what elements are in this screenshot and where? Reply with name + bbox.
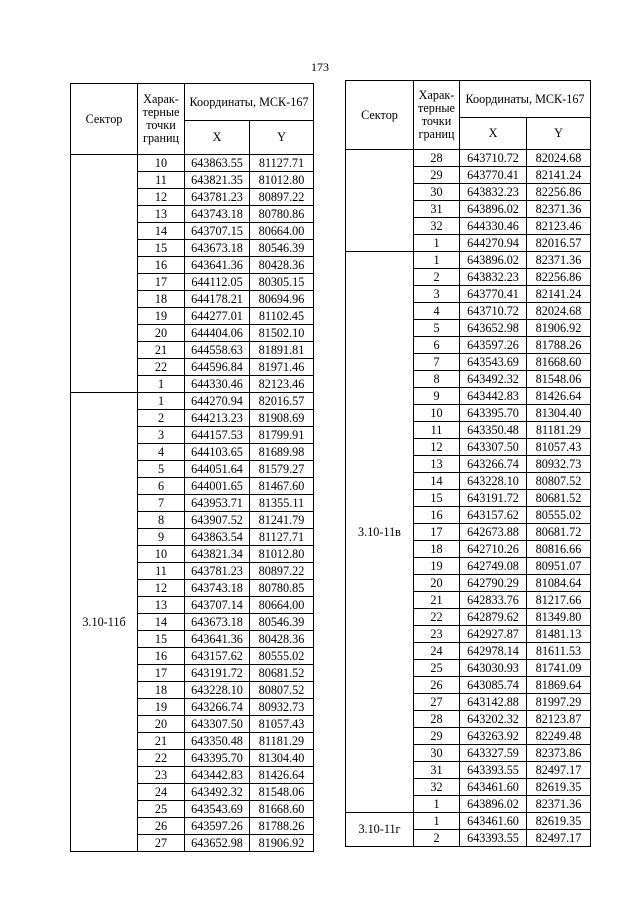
y-cell: 80664.00 (250, 597, 314, 614)
y-cell: 81241.79 (250, 512, 314, 529)
y-cell: 80780.85 (250, 580, 314, 597)
point-cell: 17 (138, 665, 185, 682)
point-cell: 1 (414, 235, 460, 252)
point-cell: 18 (138, 682, 185, 699)
x-cell: 643461.60 (460, 813, 527, 830)
x-cell: 642790.29 (460, 575, 527, 592)
x-cell: 643652.98 (185, 835, 250, 852)
x-cell: 643442.83 (185, 767, 250, 784)
point-cell: 7 (138, 495, 185, 512)
point-cell: 28 (414, 711, 460, 728)
point-cell: 32 (414, 779, 460, 796)
x-cell: 643673.18 (185, 240, 250, 257)
x-cell: 643896.02 (460, 796, 527, 813)
point-cell: 20 (414, 575, 460, 592)
y-cell: 82371.36 (527, 796, 591, 813)
table-row (346, 813, 591, 830)
point-cell: 19 (138, 308, 185, 325)
x-cell: 643896.02 (460, 201, 527, 218)
point-cell: 5 (414, 320, 460, 337)
table-row (71, 155, 314, 172)
x-cell: 644330.46 (185, 376, 250, 393)
y-cell: 81181.29 (527, 422, 591, 439)
x-cell: 643781.23 (185, 189, 250, 206)
y-cell: 81102.45 (250, 308, 314, 325)
point-cell: 26 (414, 677, 460, 694)
x-cell: 643543.69 (460, 354, 527, 371)
point-cell: 27 (138, 835, 185, 852)
y-cell: 82497.17 (527, 830, 591, 847)
x-cell: 643461.60 (460, 779, 527, 796)
x-cell: 643710.72 (460, 303, 527, 320)
point-cell: 31 (414, 762, 460, 779)
y-cell: 81788.26 (250, 818, 314, 835)
point-cell: 15 (138, 631, 185, 648)
y-cell: 81012.80 (250, 172, 314, 189)
y-cell: 80951.07 (527, 558, 591, 575)
x-cell: 642978.14 (460, 643, 527, 660)
coordinates-table-right (345, 80, 591, 847)
x-cell: 644404.06 (185, 325, 250, 342)
y-cell: 81579.27 (250, 461, 314, 478)
point-cell: 26 (138, 818, 185, 835)
x-cell: 643652.98 (460, 320, 527, 337)
x-cell: 643442.83 (460, 388, 527, 405)
y-cell: 81426.64 (527, 388, 591, 405)
x-cell: 644213.23 (185, 410, 250, 427)
x-cell: 643641.36 (185, 257, 250, 274)
x-cell: 642710.26 (460, 541, 527, 558)
x-cell: 643597.26 (185, 818, 250, 835)
x-cell: 644277.01 (185, 308, 250, 325)
header-point: Харак-терные точки границ (414, 81, 460, 150)
y-cell: 81304.40 (527, 405, 591, 422)
y-cell: 81548.06 (527, 371, 591, 388)
sector-cell (71, 155, 138, 393)
y-cell: 82619.35 (527, 813, 591, 830)
y-cell: 80807.52 (527, 473, 591, 490)
y-cell: 82619.35 (527, 779, 591, 796)
point-cell: 18 (138, 291, 185, 308)
x-cell: 643202.32 (460, 711, 527, 728)
x-cell: 643395.70 (185, 750, 250, 767)
x-cell: 643743.18 (185, 580, 250, 597)
x-cell: 644330.46 (460, 218, 527, 235)
y-cell: 81012.80 (250, 546, 314, 563)
x-cell: 643673.18 (185, 614, 250, 631)
table-row (346, 150, 591, 167)
point-cell: 3 (138, 427, 185, 444)
y-cell: 82123.46 (527, 218, 591, 235)
y-cell: 80664.00 (250, 223, 314, 240)
x-cell: 643157.62 (460, 507, 527, 524)
x-cell: 643743.18 (185, 206, 250, 223)
point-cell: 21 (138, 342, 185, 359)
point-cell: 17 (414, 524, 460, 541)
x-cell: 643492.32 (185, 784, 250, 801)
page-number: 173 (311, 60, 329, 74)
point-cell: 11 (138, 563, 185, 580)
y-cell: 82256.86 (527, 269, 591, 286)
point-cell: 20 (138, 325, 185, 342)
x-cell: 643327.59 (460, 745, 527, 762)
y-cell: 80816.66 (527, 541, 591, 558)
x-cell: 642879.62 (460, 609, 527, 626)
point-cell: 10 (138, 155, 185, 172)
x-cell: 643543.69 (185, 801, 250, 818)
point-cell: 9 (138, 529, 185, 546)
y-cell: 81057.43 (250, 716, 314, 733)
y-cell: 82373.86 (527, 745, 591, 762)
y-cell: 81869.64 (527, 677, 591, 694)
y-cell: 80897.22 (250, 563, 314, 580)
point-cell: 25 (138, 801, 185, 818)
x-cell: 643228.10 (185, 682, 250, 699)
point-cell: 14 (138, 614, 185, 631)
x-cell: 644103.65 (185, 444, 250, 461)
point-cell: 11 (414, 422, 460, 439)
y-cell: 81426.64 (250, 767, 314, 784)
x-cell: 644112.05 (185, 274, 250, 291)
point-cell: 1 (138, 376, 185, 393)
x-cell: 643266.74 (185, 699, 250, 716)
y-cell: 81788.26 (527, 337, 591, 354)
y-cell: 81971.46 (250, 359, 314, 376)
y-cell: 82256.86 (527, 184, 591, 201)
y-cell: 82123.46 (250, 376, 314, 393)
y-cell: 80305.15 (250, 274, 314, 291)
point-cell: 20 (138, 716, 185, 733)
point-cell: 1 (414, 813, 460, 830)
x-cell: 643263.92 (460, 728, 527, 745)
x-cell: 643350.48 (185, 733, 250, 750)
x-cell: 643085.74 (460, 677, 527, 694)
x-cell: 643821.34 (185, 546, 250, 563)
y-cell: 80780.86 (250, 206, 314, 223)
y-cell: 81906.92 (250, 835, 314, 852)
x-cell: 644270.94 (185, 393, 250, 410)
point-cell: 13 (138, 206, 185, 223)
header-x: X (460, 118, 527, 150)
y-cell: 82016.57 (250, 393, 314, 410)
point-cell: 16 (138, 648, 185, 665)
y-cell: 82016.57 (527, 235, 591, 252)
x-cell: 643821.35 (185, 172, 250, 189)
y-cell: 82497.17 (527, 762, 591, 779)
x-cell: 643896.02 (460, 252, 527, 269)
x-cell: 642749.08 (460, 558, 527, 575)
point-cell: 24 (138, 784, 185, 801)
point-cell: 18 (414, 541, 460, 558)
point-cell: 30 (414, 745, 460, 762)
point-cell: 10 (414, 405, 460, 422)
y-cell: 81908.69 (250, 410, 314, 427)
point-cell: 22 (138, 359, 185, 376)
y-cell: 81741.09 (527, 660, 591, 677)
x-cell: 643832.23 (460, 269, 527, 286)
y-cell: 80555.02 (250, 648, 314, 665)
x-cell: 643395.70 (460, 405, 527, 422)
point-cell: 17 (138, 274, 185, 291)
x-cell: 643307.50 (460, 439, 527, 456)
point-cell: 7 (414, 354, 460, 371)
point-cell: 23 (138, 767, 185, 784)
point-cell: 5 (138, 461, 185, 478)
x-cell: 643907.52 (185, 512, 250, 529)
y-cell: 82371.36 (527, 201, 591, 218)
point-cell: 3 (414, 286, 460, 303)
point-cell: 8 (414, 371, 460, 388)
point-cell: 6 (414, 337, 460, 354)
point-cell: 1 (138, 393, 185, 410)
y-cell: 80681.52 (250, 665, 314, 682)
x-cell: 643228.10 (460, 473, 527, 490)
y-cell: 80546.39 (250, 614, 314, 631)
point-cell: 12 (414, 439, 460, 456)
y-cell: 81548.06 (250, 784, 314, 801)
header-point: Харак-терные точки границ (138, 84, 185, 155)
x-cell: 644558.63 (185, 342, 250, 359)
point-cell: 22 (414, 609, 460, 626)
x-cell: 642833.76 (460, 592, 527, 609)
y-cell: 82123.87 (527, 711, 591, 728)
x-cell: 643266.74 (460, 456, 527, 473)
x-cell: 643770.41 (460, 167, 527, 184)
point-cell: 1 (414, 796, 460, 813)
y-cell: 81997.29 (527, 694, 591, 711)
y-cell: 80932.73 (250, 699, 314, 716)
y-cell: 81057.43 (527, 439, 591, 456)
y-cell: 80546.39 (250, 240, 314, 257)
y-cell: 80428.36 (250, 631, 314, 648)
y-cell: 82024.68 (527, 303, 591, 320)
point-cell: 13 (414, 456, 460, 473)
x-cell: 643597.26 (460, 337, 527, 354)
header-coords: Координаты, МСК-167 (460, 81, 591, 118)
x-cell: 642673.88 (460, 524, 527, 541)
point-cell: 12 (138, 580, 185, 597)
y-cell: 80897.22 (250, 189, 314, 206)
point-cell: 14 (414, 473, 460, 490)
point-cell: 16 (414, 507, 460, 524)
y-cell: 81799.91 (250, 427, 314, 444)
y-cell: 80681.72 (527, 524, 591, 541)
point-cell: 29 (414, 728, 460, 745)
x-cell: 643492.32 (460, 371, 527, 388)
x-cell: 643770.41 (460, 286, 527, 303)
x-cell: 644157.53 (185, 427, 250, 444)
point-cell: 19 (414, 558, 460, 575)
y-cell: 81481.13 (527, 626, 591, 643)
header-x: X (185, 121, 250, 155)
point-cell: 29 (414, 167, 460, 184)
y-cell: 80681.52 (527, 490, 591, 507)
point-cell: 15 (414, 490, 460, 507)
y-cell: 81127.71 (250, 529, 314, 546)
x-cell: 642927.87 (460, 626, 527, 643)
point-cell: 21 (138, 733, 185, 750)
point-cell: 2 (414, 269, 460, 286)
y-cell: 82249.48 (527, 728, 591, 745)
y-cell: 81467.60 (250, 478, 314, 495)
point-cell: 2 (138, 410, 185, 427)
y-cell: 81304.40 (250, 750, 314, 767)
point-cell: 6 (138, 478, 185, 495)
header-sector: Сектор (346, 81, 414, 150)
y-cell: 80428.36 (250, 257, 314, 274)
point-cell: 4 (414, 303, 460, 320)
y-cell: 81668.60 (527, 354, 591, 371)
y-cell: 81668.60 (250, 801, 314, 818)
x-cell: 643641.36 (185, 631, 250, 648)
point-cell: 15 (138, 240, 185, 257)
x-cell: 644270.94 (460, 235, 527, 252)
point-cell: 1 (414, 252, 460, 269)
header-coords: Координаты, МСК-167 (185, 84, 314, 121)
x-cell: 643350.48 (460, 422, 527, 439)
sector-cell: 3.10-11б (71, 393, 138, 852)
point-cell: 9 (414, 388, 460, 405)
x-cell: 643030.93 (460, 660, 527, 677)
y-cell: 81906.92 (527, 320, 591, 337)
y-cell: 82141.24 (527, 167, 591, 184)
y-cell: 82024.68 (527, 150, 591, 167)
point-cell: 21 (414, 592, 460, 609)
x-cell: 644596.84 (185, 359, 250, 376)
sector-cell (346, 150, 414, 252)
point-cell: 24 (414, 643, 460, 660)
table-row (71, 393, 314, 410)
x-cell: 644051.64 (185, 461, 250, 478)
point-cell: 31 (414, 201, 460, 218)
y-cell: 81611.53 (527, 643, 591, 660)
header-y: Y (250, 121, 314, 155)
point-cell: 11 (138, 172, 185, 189)
table-body-right (346, 150, 591, 847)
x-cell: 643393.55 (460, 762, 527, 779)
x-cell: 643191.72 (460, 490, 527, 507)
y-cell: 81502.10 (250, 325, 314, 342)
x-cell: 643707.14 (185, 597, 250, 614)
x-cell: 643781.23 (185, 563, 250, 580)
y-cell: 80555.02 (527, 507, 591, 524)
x-cell: 643157.62 (185, 648, 250, 665)
point-cell: 13 (138, 597, 185, 614)
point-cell: 8 (138, 512, 185, 529)
table-row (346, 252, 591, 269)
y-cell: 81084.64 (527, 575, 591, 592)
point-cell: 27 (414, 694, 460, 711)
sector-cell: 3.10-11г (346, 813, 414, 847)
y-cell: 81349.80 (527, 609, 591, 626)
x-cell: 643832.23 (460, 184, 527, 201)
point-cell: 19 (138, 699, 185, 716)
header-sector: Сектор (71, 84, 138, 155)
x-cell: 644178.21 (185, 291, 250, 308)
sector-cell: 3.10-11в (346, 252, 414, 813)
point-cell: 16 (138, 257, 185, 274)
point-cell: 22 (138, 750, 185, 767)
y-cell: 81217.66 (527, 592, 591, 609)
x-cell: 643142.88 (460, 694, 527, 711)
y-cell: 81891.81 (250, 342, 314, 359)
x-cell: 643707.15 (185, 223, 250, 240)
x-cell: 643191.72 (185, 665, 250, 682)
x-cell: 644001.65 (185, 478, 250, 495)
x-cell: 643953.71 (185, 495, 250, 512)
x-cell: 643863.54 (185, 529, 250, 546)
y-cell: 81181.29 (250, 733, 314, 750)
table-body-left (71, 155, 314, 852)
x-cell: 643710.72 (460, 150, 527, 167)
point-cell: 2 (414, 830, 460, 847)
x-cell: 643307.50 (185, 716, 250, 733)
y-cell: 80694.96 (250, 291, 314, 308)
y-cell: 80932.73 (527, 456, 591, 473)
y-cell: 81689.98 (250, 444, 314, 461)
point-cell: 10 (138, 546, 185, 563)
point-cell: 32 (414, 218, 460, 235)
point-cell: 23 (414, 626, 460, 643)
y-cell: 82371.36 (527, 252, 591, 269)
y-cell: 82141.24 (527, 286, 591, 303)
point-cell: 12 (138, 189, 185, 206)
header-y: Y (527, 118, 591, 150)
point-cell: 14 (138, 223, 185, 240)
point-cell: 4 (138, 444, 185, 461)
y-cell: 80807.52 (250, 682, 314, 699)
x-cell: 643863.55 (185, 155, 250, 172)
y-cell: 81355.11 (250, 495, 314, 512)
point-cell: 25 (414, 660, 460, 677)
y-cell: 81127.71 (250, 155, 314, 172)
coordinates-table-left (70, 83, 314, 852)
point-cell: 28 (414, 150, 460, 167)
x-cell: 643393.55 (460, 830, 527, 847)
point-cell: 30 (414, 184, 460, 201)
